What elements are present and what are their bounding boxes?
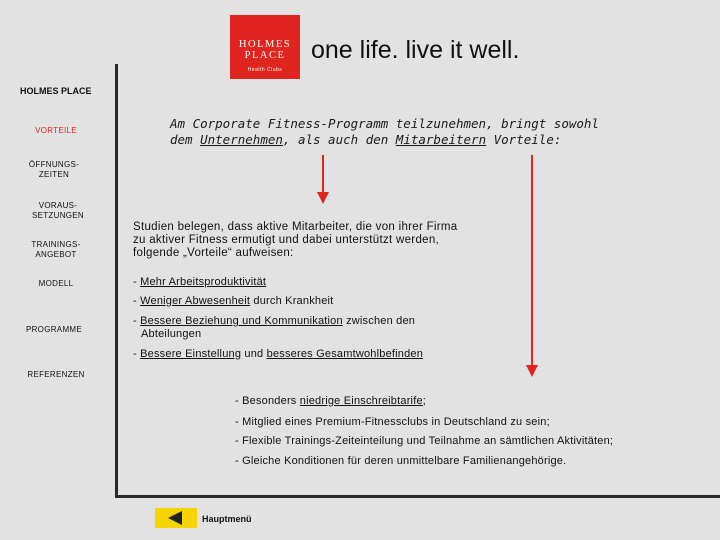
link-bessere-einstellung[interactable]: Bessere Einstellung [140,348,242,360]
content-frame-left [115,64,118,497]
nav-item-programme[interactable]: PROGRAMME [25,325,83,334]
holmes-place-logo [230,15,300,79]
triangle-left-icon [168,511,182,525]
sidebar-brand: HOLMES PLACE [20,86,92,96]
content-frame-bottom [115,495,720,498]
tagline: one life. live it well. [311,36,520,64]
intro-part2: , als auch den [282,132,396,147]
intro-text [170,116,610,148]
benefit-dash: - [133,348,141,360]
nav-item-vorteile[interactable]: VORTEILE [35,126,77,135]
benefit-item [133,295,333,308]
logo-text-holmes: HOLMES [238,39,292,50]
employee-benefit-item: - Mitglied eines Premium-Fitnessclubs in Deutschland zu sein; [235,416,550,428]
logo-subtext: Health Clubs [247,67,283,73]
employee-benefit-rest: ; [422,395,427,407]
benefit-rest: zwischen den Abteilungen [141,315,416,340]
intro-part3: Vorteile: [486,132,562,147]
link-unternehmen[interactable]: Unternehmen [200,132,283,147]
link-mehr-arbeitsproduktivitaet[interactable]: Mehr Arbeitsproduktivität [140,276,267,288]
employee-benefit-item: - Gleiche Konditionen für deren unmittelbare Familienangehörige. [235,455,567,467]
nav-item-referenzen[interactable]: REFERENZEN [27,370,85,379]
employee-benefit-item [235,395,426,408]
main-menu-label[interactable]: Hauptmenü [202,514,252,524]
employee-benefit-text: - Besonders [235,395,300,407]
back-to-main-menu-button[interactable] [155,508,197,528]
benefit-rest: durch Krankheit [250,295,334,307]
nav-item-voraussetzungen[interactable]: VORAUS- SETZUNGEN [31,201,85,220]
arrow-down-icon [526,365,538,377]
nav-item-oeffnungszeiten[interactable]: ÖFFNUNGS- ZEITEN [28,160,80,179]
link-mitarbeitern[interactable]: Mitarbeitern [395,132,487,147]
studies-text: Studien belegen, dass aktive Mitarbeiter, die von ihrer Firma zu aktiver Fitness ermutigt und dabei unterstützt werden, folgende „Vorteile“ aufweisen: [133,221,458,259]
link-weniger-abwesenheit[interactable]: Weniger Abwesenheit [140,295,251,307]
benefit-item [133,315,471,341]
benefit-dash: - [133,295,141,307]
arrow-down-icon [317,192,329,204]
benefit-dash: - [133,276,141,288]
intro-part1: Am Corporate Fitness-Programm teilzunehmen, bringt sowohl dem [170,116,599,147]
link-einschreibtarife[interactable]: niedrige Einschreibtarife [299,395,423,407]
logo-text-place: PLACE [244,50,286,61]
nav-item-trainingsangebot[interactable]: TRAININGS- ANGEBOT [31,240,81,259]
arrow-unternehmen-line [322,155,324,192]
employee-benefit-item: - Flexible Trainings-Zeiteinteilung und Teilnahme an sämtlichen Aktivitäten; [235,435,614,447]
benefit-item [133,348,423,361]
benefit-mid: und [241,348,267,360]
arrow-mitarbeitern-line [531,155,533,365]
benefit-dash: - [133,315,141,327]
link-bessere-beziehung[interactable]: Bessere Beziehung und Kommunikation [140,315,343,327]
nav-item-modell[interactable]: MODELL [38,279,74,288]
benefit-item [133,276,266,289]
link-gesamtwohlbefinden[interactable]: besseres Gesamtwohlbefinden [266,348,424,360]
